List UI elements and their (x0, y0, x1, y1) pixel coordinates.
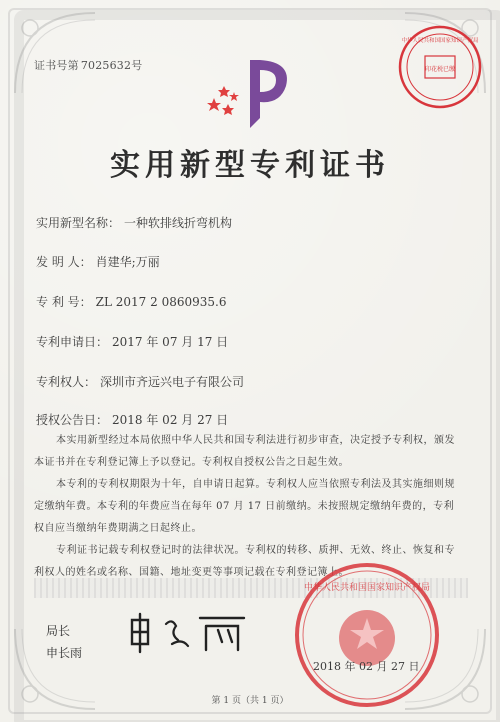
certificate-number-suffix: 号 (131, 59, 143, 72)
field-value: 2017 年 07 月 17 日 (112, 335, 229, 349)
field-value: 深圳市齐远兴电子有限公司 (100, 375, 245, 389)
office-seal-text: 中华人民共和国国家知识产权局 (303, 583, 431, 593)
patent-office-logo-icon (206, 52, 296, 132)
tax-stamp-ring-text: 中华人民共和国国家知识产权局 (401, 38, 479, 44)
field-value: 肖建华;万丽 (95, 255, 160, 269)
body-paragraph: 专利证书记载专利权登记时的法律状况。专利权的转移、质押、无效、终止、恢复和专利权人的姓名或名称、国籍、地址变更等事项记载在专利登记簿上。 (34, 545, 455, 578)
field-label: 专 利 号： (36, 295, 92, 309)
director-title: 局长 (46, 624, 71, 638)
field-value: 一种软排线折弯机构 (124, 216, 233, 230)
field-label: 专利权人： (36, 375, 97, 389)
field-value: ZL 2017 2 0860935.6 (95, 295, 227, 309)
field-utility-model-name (36, 214, 232, 231)
field-label: 发 明 人： (36, 255, 92, 269)
body-paragraph: 本专利的专利权期限为十年，自申请日起算。专利权人应当依照专利法及其实施细则规定缴纳年费。本专利的年费应当在每年 07 月 17 日前缴纳。未按照规定缴纳年费的，专利权自应当缴纳年费期满之日起终止。 (34, 479, 455, 534)
field-label: 授权公告日： (36, 413, 109, 427)
certificate-number-value: 7025632 (80, 59, 132, 72)
certificate-number (34, 57, 142, 73)
corner-ornament-icon (10, 8, 100, 98)
field-patentee (36, 373, 244, 390)
tax-stamp-seal (395, 22, 485, 112)
field-label: 实用新型名称： (36, 216, 121, 230)
certificate-number-label: 证书号第 (34, 59, 79, 72)
field-filing-date (36, 333, 228, 350)
field-patent-number (36, 293, 226, 310)
seal-date: 2018 年 02 月 27 日 (313, 660, 420, 673)
field-label: 专利申请日： (36, 335, 109, 349)
field-value: 2018 年 02 月 27 日 (112, 413, 229, 427)
office-seal (292, 560, 442, 710)
director-name: 申长雨 (46, 646, 83, 660)
certificate-title: 实用新型专利证书 (110, 148, 390, 183)
field-grant-date (36, 411, 228, 428)
director-signature (126, 610, 256, 656)
body-paragraph: 本实用新型经过本局依照中华人民共和国专利法进行初步审查，决定授予专利权，颁发本证书并在专利登记簿上予以登记。专利权自授权公告之日起生效。 (34, 435, 455, 468)
page-number: 第 1 页（共 1 页） (211, 696, 289, 706)
field-inventor (36, 253, 160, 270)
tax-stamp-inner-text: 印花税已缴 (424, 66, 456, 73)
